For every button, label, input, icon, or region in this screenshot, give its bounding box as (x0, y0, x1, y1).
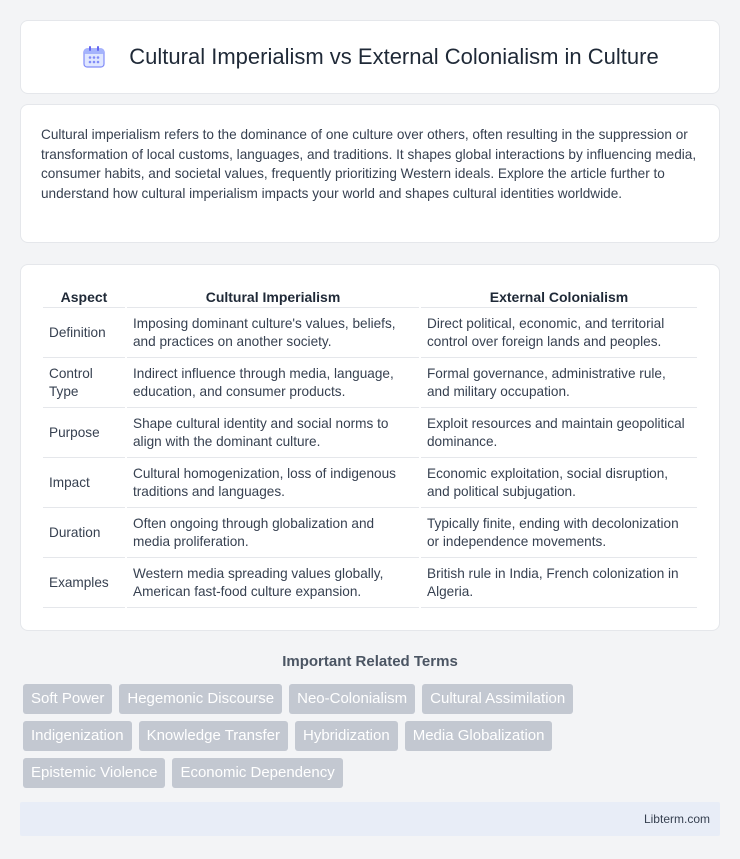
related-term-tag[interactable]: Neo-Colonialism (289, 684, 415, 714)
row-cultural: Western media spreading values globally, American fast-food culture expansion. (127, 558, 419, 608)
related-terms-title: Important Related Terms (282, 653, 458, 670)
table-row (43, 308, 697, 358)
row-cultural: Cultural homogenization, loss of indigenous traditions and languages. (127, 458, 419, 508)
row-external: Economic exploitation, social disruption, and political subjugation. (421, 458, 697, 508)
row-aspect: Impact (43, 458, 125, 508)
table-row (43, 558, 697, 608)
footer (20, 802, 720, 836)
related-term-tag[interactable]: Cultural Assimilation (422, 684, 573, 714)
row-aspect: Definition (43, 308, 125, 358)
related-term-tag[interactable]: Soft Power (23, 684, 112, 714)
comparison-table-card (20, 264, 720, 631)
related-term-tag[interactable]: Indigenization (23, 721, 132, 751)
row-cultural: Shape cultural identity and social norms to align with the dominant culture. (127, 408, 419, 458)
related-term-tag[interactable]: Epistemic Violence (23, 758, 165, 788)
table-row (43, 408, 697, 458)
row-cultural: Imposing dominant culture's values, beliefs, and practices on another society. (127, 308, 419, 358)
row-aspect: Purpose (43, 408, 125, 458)
table-row (43, 458, 697, 508)
row-external: Direct political, economic, and territorial control over foreign lands and peoples. (421, 308, 697, 358)
intro-card (20, 104, 720, 243)
row-aspect: Duration (43, 508, 125, 558)
row-aspect: Examples (43, 558, 125, 608)
related-terms-list (20, 684, 620, 788)
footer-site-link[interactable]: Libterm.com (643, 812, 710, 826)
intro-text: Cultural imperialism refers to the dominance of one culture over others, often resulting in the suppression or transformation of local customs, languages, and traditions. It shapes global interactions by influencing media, consumer habits, and societal values, frequently prioritizing Western ideals. Explore the article further to understand how cultural imperialism impacts your world and shapes cultural identities worldwide. (41, 127, 697, 201)
header-cultural-imperialism: Cultural Imperialism (127, 285, 419, 308)
page-title: Cultural Imperialism vs External Colonialism in Culture (129, 44, 659, 69)
header-external-colonialism: External Colonialism (421, 285, 697, 308)
table-row (43, 358, 697, 408)
title-card (20, 20, 720, 94)
related-term-tag[interactable]: Media Globalization (405, 721, 553, 751)
comparison-table (41, 285, 699, 608)
related-term-tag[interactable]: Hybridization (295, 721, 398, 751)
row-cultural: Often ongoing through globalization and media proliferation. (127, 508, 419, 558)
related-term-tag[interactable]: Economic Dependency (172, 758, 342, 788)
related-term-tag[interactable]: Knowledge Transfer (139, 721, 288, 751)
row-external: Typically finite, ending with decolonization or independence movements. (421, 508, 697, 558)
table-row (43, 508, 697, 558)
calendar-icon (81, 44, 107, 70)
row-cultural: Indirect influence through media, language, education, and consumer products. (127, 358, 419, 408)
row-external: Formal governance, administrative rule, and military occupation. (421, 358, 697, 408)
header-aspect: Aspect (43, 285, 125, 308)
table-header-row (43, 285, 697, 308)
row-external: Exploit resources and maintain geopolitical dominance. (421, 408, 697, 458)
row-aspect: Control Type (43, 358, 125, 408)
related-term-tag[interactable]: Hegemonic Discourse (119, 684, 282, 714)
row-external: British rule in India, French colonization in Algeria. (421, 558, 697, 608)
